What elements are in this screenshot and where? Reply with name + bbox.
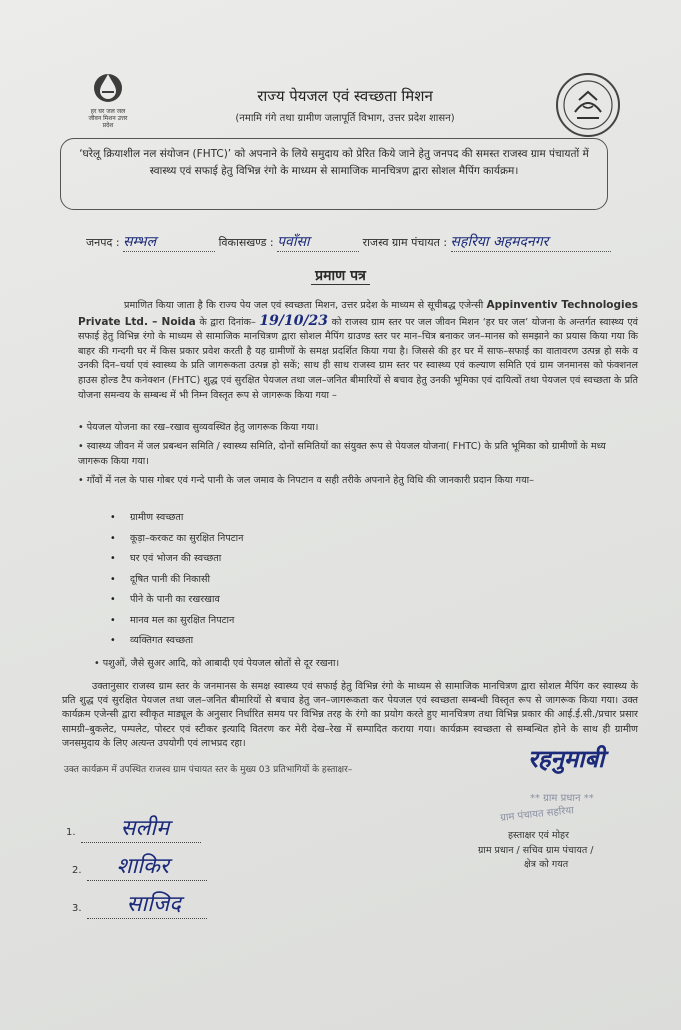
water-drop-logo-icon [91, 70, 125, 104]
org-subtitle: (नमामि गंगे तथा ग्रामीण जलापूर्ति विभाग, उत्तर प्रदेश शासन) [235, 113, 455, 124]
certificate-paragraph-2: उक्तानुसार राजस्व ग्राम स्तर के जनमानस के समक्ष स्वास्थ्य एवं सफाई हेतु विभिन्न रंगो के माध्यम से सामाजिक मानचित्रण द्वारा सोशल मैपिंग कर स्वास्थ्य के प्रति शुद्ध एवं सुरक्षित पेयजल तथा जल–जनित बीमारियों से बचाव हेतु जन–जागरूकता कर पेयजल एवं स्वच्छता सम्बन्धी विस्तृत रूप से जागरूक किया गया। उक्त कार्यक्रम एजेन्सी द्वारा स्वीकृत माड्यूल के अनुसार निर्धारित समय पर विभिन्न तरह के रंगो का प्रयोग करते हुए मानचित्रण तथा विभिन्न प्रकार की आई.ई.सी./प्रचार प्रसार सामग्री–बुकलेट, पम्पलेट, पोस्टर एवं स्टीकर इत्यादि वितरण कर मेरी देख–रेख में सम्पादित कराया गया। कार्यक्रम स्वच्छता से सम्बन्धित होने के साथ ही ग्रामीण जनसमुदाय के लिए अत्यन्त उपयोगी एवं लाभप्रद रहा। [62, 681, 638, 749]
janpad-value: सम्भल [123, 232, 215, 252]
logo-caption: हर घर जल जल जीवन मिशन उत्तर प्रदेश [88, 108, 128, 129]
participant-signature-1: 1. सलीम [66, 812, 201, 843]
panchayat-value: सहरिया अहमदनगर [451, 232, 611, 252]
participant-signature-3: 3. साजिद [72, 888, 207, 919]
list-item: • व्यक्तिगत स्वच्छता [110, 631, 243, 652]
janpad-label: जनपद : [86, 236, 120, 249]
list-item: • पेयजल योजना का रख–रखाव सुव्यवस्थित हेतु जागरूक किया गया। [78, 422, 319, 433]
jal-jeevan-logo [86, 70, 130, 129]
program-banner: ‘घरेलू क्रियाशील नल संयोजन (FHTC)’ को अपनाने के लिये समुदाय को प्रेरित किये जाने हेतु जनपद की समस्त राजस्व ग्राम पंचायतों में स्वास्थ्य एवं सफाई हेतु विभिन्न रंगो के माध्यम से सामाजिक मानचित्रण द्वारा सोशल मैपिंग कार्यक्रम। [60, 138, 608, 210]
list-item: • गाँवों में नल के पास गोबर एवं गन्दे पानी के जल जमाव के निपटान व सही तरीके अपनाने हेतु विधि की जानकारी प्रदान किया गया– [78, 475, 534, 486]
document-title: प्रमाण पत्र [0, 266, 681, 285]
program-date: 19/10/23 [259, 312, 329, 329]
role-line-1: ग्राम प्रधान / सचिव ग्राम पंचायत / [478, 845, 594, 856]
role-line-2: क्षेत्र को गयत [524, 859, 569, 870]
panchayat-stamp: ग्राम पंचायत सहरिया [499, 805, 575, 824]
list-item: • स्वास्थ्य जीवन में जल प्रबन्धन समिति / स्वास्थ्य समिति, दोनों समितियों का संयुक्त रूप से पेयजल योजना( FHTC) के प्रति भूमिका को ग्रामीणों के मध्य जागरूक किया गया। [78, 441, 606, 467]
list-item: • दूषित पानी की निकासी [110, 570, 243, 591]
up-government-seal-icon [555, 72, 621, 138]
sign-seal-label: हस्ताक्षर एवं मोहर [508, 830, 569, 841]
pradhan-signature: रहनुमाबी [528, 744, 605, 773]
participant-signature-2: 2. शाकिर [72, 850, 207, 881]
signature-intro: उक्त कार्यक्रम में उपस्थित राजस्व ग्राम पंचायत स्तर के मुख्य 03 प्रतिभागियों के हस्ताक्षर– [64, 765, 353, 775]
list-item: • पीने के पानी का रखरखाव [110, 590, 243, 611]
list-item: • ग्रामीण स्वच्छता [110, 508, 243, 529]
hygiene-sub-list [110, 508, 243, 652]
org-title: राज्य पेयजल एवं स्वच्छता मिशन [257, 87, 433, 105]
bullet-list [78, 420, 638, 488]
panchayat-label: राजस्व ग्राम पंचायत : [362, 236, 448, 249]
location-fields [86, 232, 611, 252]
vikaskhand-label: विकासखण्ड : [218, 236, 274, 249]
list-item: • मानव मल का सुरक्षित निपटान [110, 611, 243, 632]
vikaskhand-value: पवाँसा [277, 232, 359, 252]
list-item: • घर एवं भोजन की स्वच्छता [110, 549, 243, 570]
list-item: • कूड़ा–करकट का सुरक्षित निपटान [110, 529, 243, 550]
agency-name: Appinventiv Technologies Private Ltd. – Noida [78, 299, 638, 328]
certificate-paragraph-1: प्रमाणित किया जाता है कि राज्य पेय जल एवं स्वच्छता मिशन, उत्तर प्रदेश के माध्यम से सूचीबद्ध एजेन्सी Appinventiv Technologies Private Ltd. – Noida के द्वारा दिनांक– 19/10/23 को राजस्व ग्राम स्तर पर जल जीवन मिशन ‘हर घर जल’ योजना के अन्तर्गत स्वास्थ्य एवं सफाई हेतु विभिन्न रंगो के माध्यम से सामाजिक मानचित्रण द्वारा सोशल मैपिंग ग्राउण्ड स्तर पर मान–चित्र बनाकर जन–मानस को समझाने का प्रयास किया गया कि बाहर की गन्दगी घर में किस प्रकार प्रवेश करती है यह ग्रामीणों के समक्ष प्रदर्शित किया गया है। जिससे की हर घर में साफ–सफाई का वातावरण उत्पन्न हो सके व उनकी दिन–चर्या एवं स्वास्थ्य के प्रति जागरूकता उत्पन्न हो सकें; साथ ही साथ राजस्व ग्राम स्तर पर स्वास्थ्य एवं कल्याण समिति एवं ग्राम जनमानस को फंक्शनल हाउस होल्ड टैप कनेक्शन (FHTC) शुद्ध एवं सुरक्षित पेयजल तथा जल–जनित बीमारियों से बचाव हेतु उनकी भूमिका एवं दायित्वों तथा पेयजल एवं स्वच्छता के प्रति योजना समन्वय के सम्बन्ध में भी निम्न विस्तृत रूप से जागरूक किया गया – [78, 299, 638, 401]
pradhan-stamp: ** ग्राम प्रधान ** [530, 793, 594, 804]
last-bullet: • पशुओं, जैसे सुअर आदि, को आबादी एवं पेयजल स्रोतों से दूर रखना। [94, 658, 340, 669]
